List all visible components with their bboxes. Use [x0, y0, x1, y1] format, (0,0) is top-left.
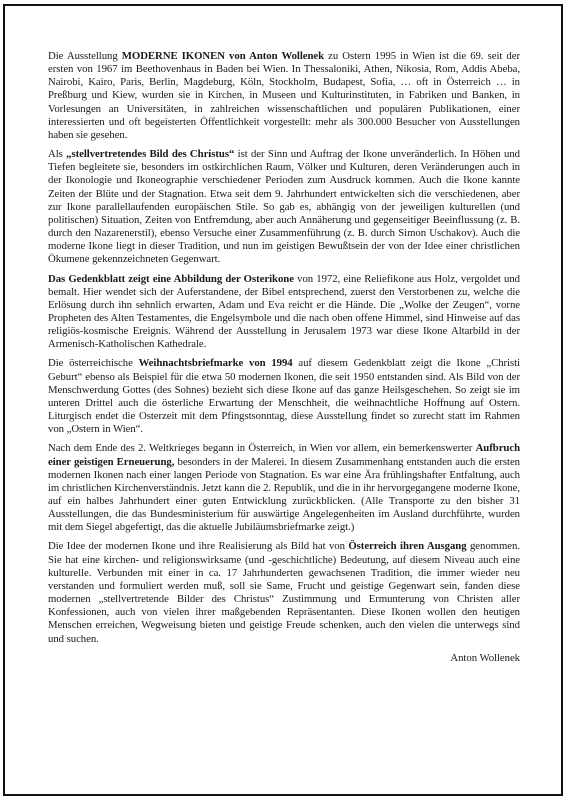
paragraph-meaning — [48, 148, 520, 266]
bold-run: MODERNE IKONEN von Anton Wollenek — [121, 50, 325, 62]
paragraph-origin — [48, 540, 520, 645]
text-run: zu Ostern 1995 in Wien ist die 69. seit der ersten von 1967 im Beethovenhaus in Baden bei Wien. In Thessaloniki, Athen, Nikosia, Rom, Addis Abeba, Nairobi, Kairo, Paris, Berlin, Magdeburg, Köln, Stockholm, Budapest, Sofia, … oft in Österreich … in Preßburg und Kiew, wurden sie in Kirchen, in Museen und Kulturinstituten, in Fabriken und Banken, in Vorlesungen an Universitäten, in zahlreichen wissenschaftlichen und populären Publikationen, einer interessierten und oft begeisterten Öffentlichkeit vorgestellt: mehr als 300.000 Besucher von Ausstellungen haben sie gesehen. — [48, 50, 520, 141]
bold-run: Österreich ihren Ausgang — [348, 540, 467, 553]
text-run: besonders in der Malerei. In diesem Zusammenhang entstanden auch die ersten modernen Ikonen nach einer langen Periode von Stagnation. Es war eine Ära frühlingshafter Entfaltung, auch im christlichen Kirchenverständnis. Jetzt kann die 2. Republik, und die in ihr hervorgegangene moderne Ikone, auf ein halbes Jahrhundert einer guten Entwicklung zurückblicken. (Alle Transporte zu den bisher 31 Ausstellungen, die das Bundesministerium für auswärtige Angelegenheiten im Ausland durchführte, wurden mit dem Siegel abgefertigt, das die aktuelle Jubiläumsbriefmarke zeigt.) — [48, 455, 520, 534]
text-run: Nach dem Ende des 2. Weltkrieges begann in Österreich, in Wien vor allem, ein bemerkenswerter — [48, 442, 476, 455]
text-run: Die Ausstellung — [48, 50, 122, 62]
text-run: ist der Sinn und Auftrag der Ikone unveränderlich. In Höhen und Tiefen begleitete sie, besonders im ostkirchlichen Raum, Völker und Kulturen, deren Veränderungen auch in der Ikonologie und Ikoneographie verschiedener Perioden zum Ausdruck kommen. Auch die Ikone kannte Zeiten der Blüte und der Stagnation. Etwa seit dem 9. Jahrhundert entwickelten sich die verschiedenen, aber zur Ikone parallellaufenden europäischen Stile. So gab es, abhängig von der jeweiligen kulturellen (und politischen) Situation, Zeiten von Entfremdung, aber auch Annäherung und gegenseitiger Beeinflussung (z. B. durch den Nazarenerstil), ebenso Versuche einer Zusammenführung (z. B. durch Simon Uschakov). Auch die moderne Ikone liegt in dieser Tradition, und nun im geistigen Bewußtsein der von der Idee einer christlichen Ökumene gekennzeichneten Gegenwart. — [48, 148, 521, 266]
bold-run: „stellvertretendes Bild des Christus“ — [66, 148, 235, 161]
paragraph-stamp — [48, 357, 520, 436]
author-signature: Anton Wollenek — [450, 651, 520, 664]
text-run: Die Idee der modernen Ikone und ihre Realisierung als Bild hat von — [48, 540, 349, 553]
paragraph-renewal — [48, 442, 520, 534]
document-body — [48, 50, 520, 665]
bold-run: Weihnachtsbriefmarke von 1994 — [138, 357, 293, 370]
text-run: Als — [48, 148, 67, 161]
bold-run: Das Gedenkblatt zeigt eine Abbildung der Osterikone — [48, 272, 294, 285]
text-run: genommen. Sie hat eine kirchen- und religionswirksame (und -geschichtliche) Bedeutung, auf diesem Niveau auch eine kulturelle. Verbunden mit einer in ca. 17 Jahrhunderten gewachsenen Tradition, die immer wieder neu verstanden und formuliert werden muß, soll sie Same, Frucht und geistige Gegenwart sein, fanden diese modernen „stellvertretende Bilder des Christus“ Zustimmung und Ermunterung von Christen aller Konfessionen, auch von vielen ihrer maßgebenden Repräsentanten. Diese Ikonen wollen den heutigen Menschen erreichen, Wegweisung bieten und geistige Freude schenken, auch den vielen die unterwegs sind und suchen. — [48, 540, 520, 645]
text-run: auf diesem Gedenkblatt zeigt die Ikone „Christi Geburt“ ebenso als Beispiel für die etwa 50 modernen Ikonen, die seit 1950 entstanden sind. Als Bild von der Menschwerdung Gottes (des Sohnes) bezieht sich diese Ikone auf das ganze Heilsgeschehen. So zeigt sie im unteren Drittel auch die österliche Erwartung der Menschheit, die weihnachtliche Hoffnung auf Ostern. Liturgisch endet die Osterzeit mit dem Pfingstsonntag, diese Ausstellung findet so zurecht statt im Rahmen von „Ostern in Wien“. — [48, 357, 521, 436]
paragraph-intro — [48, 50, 520, 142]
paragraph-easter-icon — [48, 273, 520, 352]
text-run: Die österreichische — [48, 357, 139, 370]
bold-run: Aufbruch einer geistigen Erneuerung, — [48, 442, 520, 468]
text-run: von 1972, eine Reliefikone aus Holz, vergoldet und bemalt. Hier wendet sich der Auferstandene, der Bibel entsprechend, zuerst den Verstorbenen zu, welche die Erlösung durch ihn sehnlich erwarten, Adam und Eva reicht er die Hände. Die „Wolke der Zeugen“, vorne Propheten des Alten Testamentes, die Engelsymbole und die nach oben offene Himmel, sind Hinweise auf das religiös-kosmische Ereignis. Während der Ausstellung in Jerusalem 1973 war diese Ikone Altarbild in der Armenisch-Katholischen Kathedrale. — [48, 272, 520, 351]
